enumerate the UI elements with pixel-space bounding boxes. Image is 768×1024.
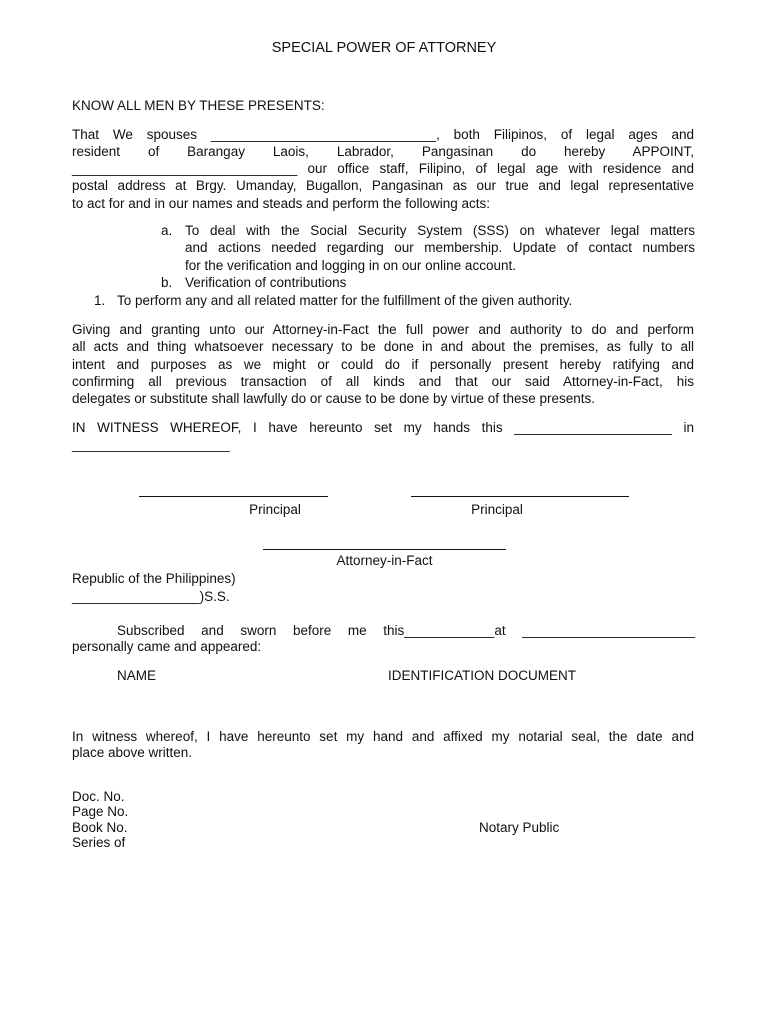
giving-line-1: Giving and granting unto our Attorney-in-Fact the full power and authority to do and perform xyxy=(72,322,694,337)
subscribed-line-2: personally came and appeared: xyxy=(72,639,262,654)
intro-line-4: postal address at Brgy. Umanday, Bugallon, Pangasinan as our true and legal representative xyxy=(72,178,694,193)
giving-line-3: intent and purposes as we might or could do if personally present hereby ratifying and xyxy=(72,357,694,372)
venue-line-1: Republic of the Philippines) xyxy=(72,571,236,586)
witness-line-2: _____________________ xyxy=(72,437,230,452)
giving-line-2: all acts and thing whatsoever necessary to be done in and about the premises, as fully to all xyxy=(72,339,694,354)
venue-line-2: _________________)S.S. xyxy=(72,589,230,604)
act-1-marker: 1. xyxy=(94,293,106,308)
notary-witness-line-2: place above written. xyxy=(72,745,193,760)
witness-line-1: IN WITNESS WHEREOF, I have hereunto set my hands this _____________________ in xyxy=(72,420,694,435)
giving-line-4: confirming all previous transaction of all kinds and that our said Attorney-in-Fact, his xyxy=(72,374,694,389)
giving-line-5: delegates or substitute shall lawfully do or cause to be done by virtue of these presents. xyxy=(72,391,596,406)
notary-witness-line-1: In witness whereof, I have hereunto set my hand and affixed my notarial seal, the date and xyxy=(72,729,694,744)
intro-line-3: ______________________________ our office staff, Filipino, of legal age with residence and xyxy=(72,161,694,176)
principal-2-label: Principal xyxy=(471,502,523,517)
id-document-column-header: IDENTIFICATION DOCUMENT xyxy=(388,668,576,683)
page-no-label: Page No. xyxy=(72,804,129,819)
doc-no-label: Doc. No. xyxy=(72,789,125,804)
intro-line-5: to act for and in our names and steads and perform the following acts: xyxy=(72,196,490,211)
know-all-heading: KNOW ALL MEN BY THESE PRESENTS: xyxy=(72,98,325,113)
subscribed-line-1: Subscribed and sworn before me this____________at _______________________ xyxy=(117,623,695,638)
act-b-text: Verification of contributions xyxy=(185,275,347,290)
name-column-header: NAME xyxy=(117,668,157,683)
book-no-label: Book No. xyxy=(72,820,128,835)
act-a-line-1: To deal with the Social Security System (SSS) on whatever legal matters xyxy=(185,223,695,238)
series-label: Series of xyxy=(72,835,126,850)
act-1-text: To perform any and all related matter for the fulfillment of the given authority. xyxy=(117,293,573,308)
act-b-marker: b. xyxy=(161,275,173,290)
act-a-line-3: for the verification and logging in on our online account. xyxy=(185,258,516,273)
act-a-marker: a. xyxy=(161,223,173,238)
intro-line-2: resident of Barangay Laois, Labrador, Pangasinan do hereby APPOINT, xyxy=(72,144,694,159)
attorney-label: Attorney-in-Fact xyxy=(336,553,433,568)
intro-line-1: That We spouses ______________________________, both Filipinos, of legal ages and xyxy=(72,127,694,142)
principal-2-signature-line xyxy=(411,496,629,497)
notary-public-label: Notary Public xyxy=(479,820,560,835)
act-a-line-2: and actions needed regarding our membership. Update of contact numbers xyxy=(185,240,695,255)
attorney-signature-line xyxy=(263,549,506,550)
principal-1-signature-line xyxy=(139,496,328,497)
document-title: SPECIAL POWER OF ATTORNEY xyxy=(271,40,497,56)
principal-1-label: Principal xyxy=(249,502,301,517)
